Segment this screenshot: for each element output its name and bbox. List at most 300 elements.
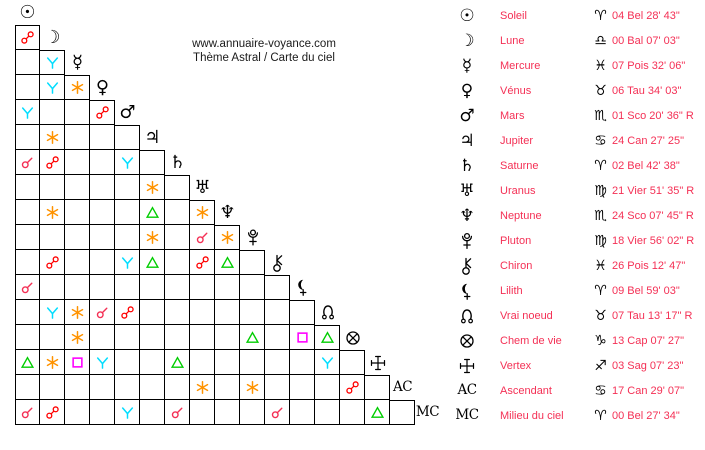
quincunx-aspect-icon bbox=[46, 81, 59, 94]
aspect-cell-uranus-mercury bbox=[65, 175, 90, 200]
legend-icon-vertex bbox=[455, 354, 479, 379]
conjunction-aspect-icon bbox=[21, 281, 34, 294]
aspect-cell-lilith-jupiter bbox=[140, 275, 165, 300]
aspect-cell-chemin-uranus bbox=[190, 325, 215, 350]
aspect-cell-mercury-sun bbox=[15, 50, 40, 75]
legend-name-saturn: Saturne bbox=[500, 160, 539, 172]
sagittarius-sign-icon: ♐ bbox=[594, 358, 607, 374]
aspect-cell-ac-chiron bbox=[265, 375, 290, 400]
legend-position-sun: 04 Bel 28' 43" bbox=[612, 10, 680, 22]
aspect-cell-ac-mars bbox=[115, 375, 140, 400]
aspect-cell-chemin-node bbox=[315, 325, 340, 350]
legend-sign-jupiter bbox=[591, 129, 610, 154]
north-node-icon bbox=[460, 308, 474, 325]
legend-name-jupiter: Jupiter bbox=[500, 135, 534, 147]
legend-icon-moon bbox=[455, 29, 479, 54]
conjunction-aspect-icon bbox=[21, 406, 34, 419]
aspect-cell-neptune-saturn bbox=[165, 200, 190, 225]
aspect-cell-chiron-pluto bbox=[240, 250, 265, 275]
aspect-cell-lilith-mercury bbox=[65, 275, 90, 300]
aspect-cell-mc-pluto bbox=[240, 400, 265, 425]
aspect-cell-pluto-neptune bbox=[215, 225, 240, 250]
conjunction-aspect-icon bbox=[196, 231, 209, 244]
diagonal-mars bbox=[115, 100, 140, 125]
legend-row-chiron bbox=[450, 254, 705, 279]
mars-icon: ♂ bbox=[459, 105, 475, 126]
pluto-icon bbox=[246, 228, 260, 247]
legend-name-mc: Milieu du ciel bbox=[500, 410, 564, 422]
chiron-icon bbox=[461, 257, 473, 275]
quincunx-aspect-icon bbox=[121, 156, 134, 169]
legend-position-mc: 00 Bel 27' 34" bbox=[612, 410, 680, 422]
aspect-cell-mc-ac bbox=[390, 400, 415, 425]
aspect-cell-jupiter-moon bbox=[40, 125, 65, 150]
jupiter-icon: ♃ bbox=[144, 126, 161, 148]
virgo-sign-icon: ♍ bbox=[594, 233, 607, 249]
legend-icon-uranus bbox=[455, 179, 479, 204]
aspect-cell-pluto-sun bbox=[15, 225, 40, 250]
aspect-cell-ac-vertex bbox=[365, 375, 390, 400]
aspect-cell-mc-lilith bbox=[290, 400, 315, 425]
aspect-cell-chemin-lilith bbox=[290, 325, 315, 350]
diagonal-venus bbox=[90, 75, 115, 100]
legend-sign-mc bbox=[591, 404, 610, 429]
diagonal-chemin bbox=[340, 325, 365, 350]
diagonal-uranus bbox=[190, 175, 215, 200]
aspect-cell-chemin-mars bbox=[115, 325, 140, 350]
aspect-cell-ac-lilith bbox=[290, 375, 315, 400]
aspect-cell-vertex-uranus bbox=[190, 350, 215, 375]
chiron-icon bbox=[272, 254, 284, 272]
aspect-cell-vertex-lilith bbox=[290, 350, 315, 375]
aspect-cell-pluto-venus bbox=[90, 225, 115, 250]
aspect-cell-node-mars bbox=[115, 300, 140, 325]
legend-position-neptune: 24 Sco 07' 45" R bbox=[612, 210, 694, 222]
diagonal-saturn bbox=[165, 150, 190, 175]
aspect-cell-vertex-chemin bbox=[340, 350, 365, 375]
aspect-cell-vertex-sun bbox=[15, 350, 40, 375]
aspect-cell-uranus-mars bbox=[115, 175, 140, 200]
opposition-aspect-icon bbox=[196, 256, 209, 269]
legend-icon-mars bbox=[455, 104, 479, 129]
legend-icon-saturn bbox=[455, 154, 479, 179]
saturn-icon: ♄ bbox=[459, 155, 475, 176]
sextile-aspect-icon bbox=[146, 231, 159, 244]
venus-icon: ♀ bbox=[95, 76, 110, 98]
aspect-cell-chiron-saturn bbox=[165, 250, 190, 275]
moon-icon: ☽ bbox=[44, 26, 61, 48]
aspect-cell-pluto-moon bbox=[40, 225, 65, 250]
aspect-cell-chiron-neptune bbox=[215, 250, 240, 275]
aspect-cell-ac-uranus bbox=[190, 375, 215, 400]
legend-icon-sun bbox=[455, 4, 479, 29]
sextile-aspect-icon bbox=[196, 206, 209, 219]
neptune-icon: ♆ bbox=[459, 205, 475, 226]
conjunction-aspect-icon bbox=[271, 406, 284, 419]
aspect-cell-node-pluto bbox=[240, 300, 265, 325]
aspect-cell-mc-chiron bbox=[265, 400, 290, 425]
aspect-cell-lilith-venus bbox=[90, 275, 115, 300]
legend-name-chemin: Chem de vie bbox=[500, 335, 562, 347]
aspect-cell-jupiter-mercury bbox=[65, 125, 90, 150]
legend-icon-mercury bbox=[455, 54, 479, 79]
aspect-cell-saturn-mars bbox=[115, 150, 140, 175]
aspect-cell-chemin-moon bbox=[40, 325, 65, 350]
aspect-cell-ac-venus bbox=[90, 375, 115, 400]
aspect-cell-vertex-venus bbox=[90, 350, 115, 375]
aspect-cell-uranus-saturn bbox=[165, 175, 190, 200]
diagonal-lilith bbox=[290, 275, 315, 300]
aspect-cell-node-mercury bbox=[65, 300, 90, 325]
diagonal-node bbox=[315, 300, 340, 325]
legend-position-mercury: 07 Pois 32' 06" bbox=[612, 60, 686, 72]
aspect-cell-uranus-venus bbox=[90, 175, 115, 200]
sextile-aspect-icon bbox=[246, 381, 259, 394]
legend-row-sun bbox=[450, 4, 705, 29]
mercury-icon: ☿ bbox=[71, 51, 84, 73]
diagonal-vertex bbox=[365, 350, 390, 375]
legend-row-node bbox=[450, 304, 705, 329]
aspect-cell-ac-saturn bbox=[165, 375, 190, 400]
aspect-cell-ac-chemin bbox=[340, 375, 365, 400]
diagonal-jupiter bbox=[140, 125, 165, 150]
aspect-cell-neptune-mars bbox=[115, 200, 140, 225]
legend-position-venus: 06 Tau 34' 03" bbox=[612, 85, 682, 97]
aspect-cell-vertex-chiron bbox=[265, 350, 290, 375]
aspect-cell-chemin-neptune bbox=[215, 325, 240, 350]
aspect-cell-moon-sun bbox=[15, 25, 40, 50]
aspect-cell-lilith-saturn bbox=[165, 275, 190, 300]
quincunx-aspect-icon bbox=[21, 106, 34, 119]
quincunx-aspect-icon bbox=[46, 56, 59, 69]
cancer-sign-icon: ♋ bbox=[594, 133, 607, 149]
aspect-cell-vertex-moon bbox=[40, 350, 65, 375]
aspect-cell-pluto-uranus bbox=[190, 225, 215, 250]
quincunx-aspect-icon bbox=[46, 306, 59, 319]
aspect-cell-uranus-jupiter bbox=[140, 175, 165, 200]
legend-row-chemin bbox=[450, 329, 705, 354]
aspect-cell-venus-mercury bbox=[65, 75, 90, 100]
cancer-sign-icon: ♋ bbox=[594, 383, 607, 399]
opposition-aspect-icon bbox=[21, 31, 34, 44]
diagonal-chiron bbox=[265, 250, 290, 275]
aspect-cell-lilith-sun bbox=[15, 275, 40, 300]
legend-name-sun: Soleil bbox=[500, 10, 527, 22]
aspect-cell-chiron-venus bbox=[90, 250, 115, 275]
aspect-cell-node-chiron bbox=[265, 300, 290, 325]
wheel-of-fortune-icon bbox=[459, 333, 475, 349]
legend-sign-neptune bbox=[591, 204, 610, 229]
aspect-cell-chemin-venus bbox=[90, 325, 115, 350]
legend-name-ac: Ascendant bbox=[500, 385, 552, 397]
page-title bbox=[158, 38, 370, 65]
aspect-cell-jupiter-mars bbox=[115, 125, 140, 150]
legend-icon-pluto bbox=[455, 229, 479, 254]
taurus-sign-icon: ♉ bbox=[594, 308, 607, 324]
sextile-aspect-icon bbox=[221, 231, 234, 244]
legend-icon-jupiter bbox=[455, 129, 479, 154]
legend-name-uranus: Uranus bbox=[500, 185, 536, 197]
aspect-cell-chemin-jupiter bbox=[140, 325, 165, 350]
legend-sign-lilith bbox=[591, 279, 610, 304]
aspect-cell-jupiter-venus bbox=[90, 125, 115, 150]
aspect-cell-pluto-mars bbox=[115, 225, 140, 250]
aspect-cell-vertex-saturn bbox=[165, 350, 190, 375]
legend-row-ac bbox=[450, 379, 705, 404]
aspect-cell-mc-moon bbox=[40, 400, 65, 425]
legend-icon-node bbox=[455, 304, 479, 329]
aspect-cell-mc-neptune bbox=[215, 400, 240, 425]
legend-sign-pluto bbox=[591, 229, 610, 254]
legend-sign-sun bbox=[591, 4, 610, 29]
legend-name-neptune: Neptune bbox=[500, 210, 542, 222]
mars-icon: ♂ bbox=[119, 101, 136, 123]
aspect-cell-mc-uranus bbox=[190, 400, 215, 425]
wheel-of-fortune-icon bbox=[345, 330, 361, 346]
lilith-icon bbox=[461, 283, 473, 300]
aspect-cell-node-moon bbox=[40, 300, 65, 325]
virgo-sign-icon: ♍ bbox=[594, 183, 607, 199]
diagonal-mc bbox=[415, 400, 440, 425]
aspect-cell-vertex-neptune bbox=[215, 350, 240, 375]
aspect-cell-saturn-sun bbox=[15, 150, 40, 175]
aspect-cell-neptune-jupiter bbox=[140, 200, 165, 225]
legend-sign-mercury bbox=[591, 54, 610, 79]
vertex-icon bbox=[459, 358, 475, 374]
aspect-cell-chemin-mercury bbox=[65, 325, 90, 350]
legend-name-chiron: Chiron bbox=[500, 260, 533, 272]
legend-position-chiron: 26 Pois 12' 47" bbox=[612, 260, 686, 272]
aspect-cell-ac-pluto bbox=[240, 375, 265, 400]
aspect-cell-mc-mars bbox=[115, 400, 140, 425]
aspect-cell-chemin-sun bbox=[15, 325, 40, 350]
aspect-cell-lilith-chiron bbox=[265, 275, 290, 300]
aspect-cell-mc-saturn bbox=[165, 400, 190, 425]
aspect-cell-vertex-jupiter bbox=[140, 350, 165, 375]
aspect-cell-node-sun bbox=[15, 300, 40, 325]
saturn-icon: ♄ bbox=[169, 151, 186, 173]
legend-row-mercury bbox=[450, 54, 705, 79]
diagonal-sun bbox=[15, 0, 40, 25]
opposition-aspect-icon bbox=[121, 306, 134, 319]
quincunx-aspect-icon bbox=[121, 406, 134, 419]
legend-row-jupiter bbox=[450, 129, 705, 154]
opposition-aspect-icon bbox=[346, 381, 359, 394]
legend-row-vertex bbox=[450, 354, 705, 379]
aspect-cell-vertex-node bbox=[315, 350, 340, 375]
aspect-cell-mc-sun bbox=[15, 400, 40, 425]
opposition-aspect-icon bbox=[46, 406, 59, 419]
legend-icon-lilith bbox=[455, 279, 479, 304]
neptune-icon: ♆ bbox=[219, 201, 236, 223]
legend-row-mc bbox=[450, 404, 705, 429]
legend-sign-ac bbox=[591, 379, 610, 404]
aries-sign-icon: ♈ bbox=[594, 283, 607, 299]
legend-sign-vertex bbox=[591, 354, 610, 379]
sextile-aspect-icon bbox=[71, 306, 84, 319]
sun-icon: ☉ bbox=[19, 1, 36, 23]
aspect-cell-vertex-mars bbox=[115, 350, 140, 375]
legend-sign-moon bbox=[591, 29, 610, 54]
vertex-icon bbox=[370, 355, 386, 371]
conjunction-aspect-icon bbox=[171, 406, 184, 419]
legend-name-moon: Lune bbox=[500, 35, 525, 47]
quincunx-aspect-icon bbox=[321, 356, 334, 369]
opposition-aspect-icon bbox=[46, 256, 59, 269]
aspect-cell-neptune-venus bbox=[90, 200, 115, 225]
aspect-cell-node-neptune bbox=[215, 300, 240, 325]
legend-name-mars: Mars bbox=[500, 110, 525, 122]
trine-aspect-icon bbox=[321, 331, 334, 344]
legend-name-mercury: Mercure bbox=[500, 60, 541, 72]
aspect-cell-neptune-sun bbox=[15, 200, 40, 225]
trine-aspect-icon bbox=[171, 356, 184, 369]
trine-aspect-icon bbox=[221, 256, 234, 269]
quincunx-aspect-icon bbox=[96, 356, 109, 369]
opposition-aspect-icon bbox=[46, 156, 59, 169]
legend-icon-neptune bbox=[455, 204, 479, 229]
legend-position-pluto: 18 Vier 56' 02" R bbox=[612, 235, 695, 247]
square-aspect-icon bbox=[296, 331, 309, 344]
legend-name-vertex: Vertex bbox=[500, 360, 532, 372]
aspect-cell-saturn-mercury bbox=[65, 150, 90, 175]
legend-position-lilith: 09 Bel 59' 03" bbox=[612, 285, 680, 297]
aspect-cell-mc-chemin bbox=[340, 400, 365, 425]
aspect-cell-mars-moon bbox=[40, 100, 65, 125]
legend-position-uranus: 21 Vier 51' 35" R bbox=[612, 185, 695, 197]
legend-position-chemin: 13 Cap 07' 27" bbox=[612, 335, 685, 347]
sextile-aspect-icon bbox=[196, 381, 209, 394]
aspect-cell-chiron-jupiter bbox=[140, 250, 165, 275]
aspect-cell-lilith-neptune bbox=[215, 275, 240, 300]
aspect-cell-chiron-mars bbox=[115, 250, 140, 275]
trine-aspect-icon bbox=[21, 356, 34, 369]
trine-aspect-icon bbox=[146, 256, 159, 269]
aspect-cell-neptune-mercury bbox=[65, 200, 90, 225]
aspect-cell-neptune-uranus bbox=[190, 200, 215, 225]
legend-position-ac: 17 Can 29' 07" bbox=[612, 385, 685, 397]
sextile-aspect-icon bbox=[71, 331, 84, 344]
moon-icon: ☽ bbox=[459, 30, 475, 51]
aspect-cell-saturn-moon bbox=[40, 150, 65, 175]
legend-position-jupiter: 24 Can 27' 25" bbox=[612, 135, 685, 147]
chart-subtitle: Thème Astral / Carte du ciel bbox=[193, 51, 335, 64]
square-aspect-icon bbox=[71, 356, 84, 369]
aspect-cell-mc-node bbox=[315, 400, 340, 425]
aries-sign-icon: ♈ bbox=[594, 158, 607, 174]
diagonal-mercury bbox=[65, 50, 90, 75]
legend-name-lilith: Lilith bbox=[500, 285, 523, 297]
aspect-cell-node-lilith bbox=[290, 300, 315, 325]
aspect-cell-lilith-uranus bbox=[190, 275, 215, 300]
legend-row-neptune bbox=[450, 204, 705, 229]
aspect-cell-mars-sun bbox=[15, 100, 40, 125]
aspect-cell-ac-sun bbox=[15, 375, 40, 400]
legend-name-venus: Vénus bbox=[500, 85, 532, 97]
aspect-cell-mc-vertex bbox=[365, 400, 390, 425]
sextile-aspect-icon bbox=[46, 131, 59, 144]
trine-aspect-icon bbox=[246, 331, 259, 344]
sextile-aspect-icon bbox=[46, 356, 59, 369]
legend-name-pluto: Pluton bbox=[500, 235, 532, 247]
aspect-cell-ac-jupiter bbox=[140, 375, 165, 400]
aspect-cell-ac-node bbox=[315, 375, 340, 400]
scorpio-sign-icon: ♏ bbox=[594, 108, 607, 124]
aspect-cell-pluto-saturn bbox=[165, 225, 190, 250]
opposition-aspect-icon bbox=[96, 106, 109, 119]
north-node-icon bbox=[321, 304, 335, 321]
aspect-cell-saturn-jupiter bbox=[140, 150, 165, 175]
conjunction-aspect-icon bbox=[21, 156, 34, 169]
aspect-cell-uranus-moon bbox=[40, 175, 65, 200]
pluto-icon bbox=[460, 232, 474, 250]
trine-aspect-icon bbox=[146, 206, 159, 219]
legend-icon-ac bbox=[455, 379, 479, 404]
legend-sign-chemin bbox=[591, 329, 610, 354]
diagonal-ac bbox=[390, 375, 415, 400]
legend-row-mars bbox=[450, 104, 705, 129]
legend-row-moon bbox=[450, 29, 705, 54]
quincunx-aspect-icon bbox=[121, 256, 134, 269]
legend-row-venus bbox=[450, 79, 705, 104]
legend-row-lilith bbox=[450, 279, 705, 304]
aspect-cell-node-saturn bbox=[165, 300, 190, 325]
aspect-cell-mc-mercury bbox=[65, 400, 90, 425]
legend-icon-chemin bbox=[455, 329, 479, 354]
legend-position-vertex: 03 Sag 07' 23" bbox=[612, 360, 684, 372]
legend-row-pluto bbox=[450, 229, 705, 254]
diagonal-moon bbox=[40, 25, 65, 50]
legend-sign-chiron bbox=[591, 254, 610, 279]
legend-position-mars: 01 Sco 20' 36" R bbox=[612, 110, 694, 122]
aspect-cell-neptune-moon bbox=[40, 200, 65, 225]
ac-label: AC bbox=[392, 378, 413, 395]
aspect-cell-mars-venus bbox=[90, 100, 115, 125]
aspect-cell-venus-sun bbox=[15, 75, 40, 100]
taurus-sign-icon: ♉ bbox=[594, 83, 607, 99]
capricorn-sign-icon: ♑ bbox=[594, 333, 607, 349]
aspect-cell-uranus-sun bbox=[15, 175, 40, 200]
legend-name-node: Vrai noeud bbox=[500, 310, 553, 322]
aspect-cell-node-uranus bbox=[190, 300, 215, 325]
mercury-icon: ☿ bbox=[461, 55, 473, 76]
sun-icon: ☉ bbox=[459, 5, 475, 26]
pisces-sign-icon: ♓ bbox=[594, 258, 607, 274]
legend-sign-node bbox=[591, 304, 610, 329]
aspect-cell-mc-jupiter bbox=[140, 400, 165, 425]
mc-label: MC bbox=[415, 403, 440, 420]
aspect-cell-chemin-pluto bbox=[240, 325, 265, 350]
trine-aspect-icon bbox=[371, 406, 384, 419]
sextile-aspect-icon bbox=[146, 181, 159, 194]
aspect-cell-lilith-mars bbox=[115, 275, 140, 300]
diagonal-pluto bbox=[240, 225, 265, 250]
aspect-cell-vertex-pluto bbox=[240, 350, 265, 375]
sextile-aspect-icon bbox=[71, 81, 84, 94]
legend-sign-mars bbox=[591, 104, 610, 129]
aspect-cell-ac-neptune bbox=[215, 375, 240, 400]
aspect-cell-vertex-mercury bbox=[65, 350, 90, 375]
aspect-cell-chiron-mercury bbox=[65, 250, 90, 275]
aspect-cell-ac-mercury bbox=[65, 375, 90, 400]
aspect-cell-chemin-saturn bbox=[165, 325, 190, 350]
aspect-cell-pluto-jupiter bbox=[140, 225, 165, 250]
aspect-cell-ac-moon bbox=[40, 375, 65, 400]
legend-row-saturn bbox=[450, 154, 705, 179]
aspect-cell-chiron-uranus bbox=[190, 250, 215, 275]
ac-label: AC bbox=[457, 382, 477, 399]
legend-sign-uranus bbox=[591, 179, 610, 204]
